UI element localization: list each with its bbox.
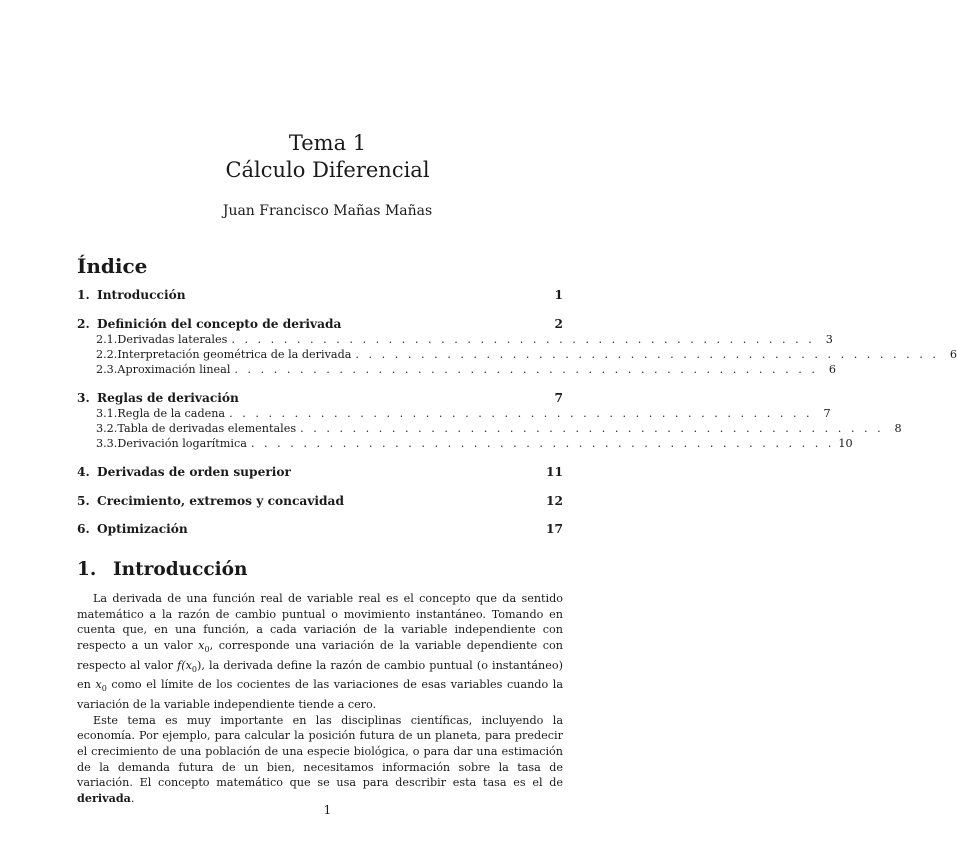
toc-entry-orden-superior[interactable] bbox=[77, 465, 563, 480]
page-number: 1 bbox=[323, 803, 332, 817]
toc-subentry-number: 2.2. bbox=[96, 348, 118, 361]
paragraph-1: La derivada de una función real de variable real es el concepto que da sentido matemático a la razón de cambio puntual o movimiento instantáneo. Tomando en cuenta que, en una función, a cada variación de la variable independiente con respecto a un valor $x_0$, corresponde una variación de la variable dependiente con respecto al valor $f(x_0)$, la derivada define la razón de cambio puntual (o instantáneo) en $x_0$ como el límite de los cocientes de las variaciones de esas variables cuando la variación de la variable independiente tiende a cero. bbox=[77, 592, 563, 712]
toc-subentry-page: 10 bbox=[838, 437, 853, 450]
toc-dot-leader: . . . . . . . . . . . . . . . . . . . . . . . . . . . . . . . . . . . . . . . . . . . . . bbox=[300, 422, 884, 435]
author-name: Juan Francisco Mañas Mañas bbox=[222, 203, 433, 219]
toc-entry-title: Derivadas de orden superior bbox=[97, 465, 291, 479]
toc-subentry-number: 2.3. bbox=[96, 363, 118, 376]
toc-entry-page: 17 bbox=[546, 522, 563, 536]
toc-entry-title: Crecimiento, extremos y concavidad bbox=[97, 494, 344, 508]
toc-subentry-title: Tabla de derivadas elementales bbox=[117, 422, 297, 435]
toc-entry-reglas[interactable] bbox=[77, 391, 563, 406]
toc-entry-number: 4. bbox=[77, 465, 90, 479]
toc-entry-crecimiento[interactable] bbox=[77, 494, 563, 509]
toc-subentry-number: 3.1. bbox=[96, 407, 118, 420]
toc-subentry-number: 2.1. bbox=[96, 333, 118, 346]
toc-entry-number: 2. bbox=[77, 317, 90, 331]
toc-subentry-title: Regla de la cadena bbox=[117, 407, 226, 420]
paragraph-2: Este tema es muy importante en las disciplinas científicas, incluyendo la economía. Por ejemplo, para calcular la posición futura de un planeta, para predecir el crecimiento de una población de una especie biológica, o para dar una estimación de la demanda futura de un bien, necesitamos información sobre la tasa de variación. El concepto matemático que se usa para describir esta tasa es el de derivada. bbox=[77, 713, 563, 805]
section-heading-introduccion bbox=[77, 558, 247, 582]
toc-entry-title: Introducción bbox=[97, 288, 186, 302]
toc-entry-page: 12 bbox=[546, 494, 563, 508]
toc-entry-number: 3. bbox=[77, 391, 90, 405]
toc-subentry-page: 7 bbox=[823, 407, 831, 420]
toc-entry-number: 1. bbox=[77, 288, 90, 302]
section-title: Introducción bbox=[113, 559, 248, 580]
toc-subentry-title: Aproximación lineal bbox=[117, 363, 231, 376]
toc-entry-page: 1 bbox=[554, 288, 563, 302]
toc-subentry-page: 8 bbox=[894, 422, 902, 435]
toc-entry-introduccion[interactable] bbox=[77, 288, 563, 303]
section-number: 1. bbox=[77, 559, 97, 580]
toc-dot-leader: . . . . . . . . . . . . . . . . . . . . . . . . . . . . . . . . . . . . . . . . . . . . . bbox=[234, 363, 818, 376]
toc-entry-optimizacion[interactable] bbox=[77, 522, 563, 537]
toc-dot-leader: . . . . . . . . . . . . . . . . . . . . . . . . . . . . . . . . . . . . . . . . . . . . . bbox=[229, 407, 813, 420]
toc-subentry-title: Derivación logarítmica bbox=[117, 437, 247, 450]
toc-dot-leader: . . . . . . . . . . . . . . . . . . . . . . . . . . . . . . . . . . . . . . . . . . . . . bbox=[231, 333, 815, 346]
toc-entry-definicion[interactable] bbox=[77, 317, 563, 332]
toc-entry-title: Optimización bbox=[97, 522, 188, 536]
toc-entry-page: 2 bbox=[554, 317, 563, 331]
toc-subentry-tabla-derivadas[interactable] bbox=[77, 422, 902, 436]
toc-subentry-page: 3 bbox=[825, 333, 833, 346]
toc-heading: Índice bbox=[77, 254, 148, 278]
toc-subentry-number: 3.2. bbox=[96, 422, 118, 435]
toc-subentry-title: Derivadas laterales bbox=[117, 333, 228, 346]
toc-subentry-page: 6 bbox=[949, 348, 957, 361]
section-body bbox=[77, 591, 563, 806]
toc-subentry-page: 6 bbox=[828, 363, 836, 376]
toc-entry-page: 7 bbox=[554, 391, 563, 405]
toc-subentry-regla-cadena[interactable] bbox=[77, 407, 831, 421]
toc-subentry-number: 3.3. bbox=[96, 437, 118, 450]
bold-term: derivada bbox=[77, 790, 131, 805]
toc-subentry-derivacion-logaritmica[interactable] bbox=[77, 437, 853, 451]
toc-entry-number: 6. bbox=[77, 522, 90, 536]
toc-dot-leader: . . . . . . . . . . . . . . . . . . . . . . . . . . . . . . . . . . . . . . . . . . . . . bbox=[355, 348, 939, 361]
toc-subentry-interpretacion[interactable] bbox=[77, 348, 957, 362]
toc-entry-number: 5. bbox=[77, 494, 90, 508]
document-title-line-1: Tema 1 bbox=[288, 131, 367, 155]
toc-subentry-derivadas-laterales[interactable] bbox=[77, 333, 833, 347]
toc-subentry-title: Interpretación geométrica de la derivada bbox=[117, 348, 352, 361]
document-title-line-2: Cálculo Diferencial bbox=[225, 158, 430, 182]
toc-entry-title: Definición del concepto de derivada bbox=[97, 317, 342, 331]
toc-entry-title: Reglas de derivación bbox=[97, 391, 239, 405]
toc-subentry-aproximacion[interactable] bbox=[77, 363, 836, 377]
toc-dot-leader: . . . . . . . . . . . . . . . . . . . . . . . . . . . . . . . . . . . . . . . . . . . . . bbox=[250, 437, 835, 450]
toc-entry-page: 11 bbox=[546, 465, 563, 479]
